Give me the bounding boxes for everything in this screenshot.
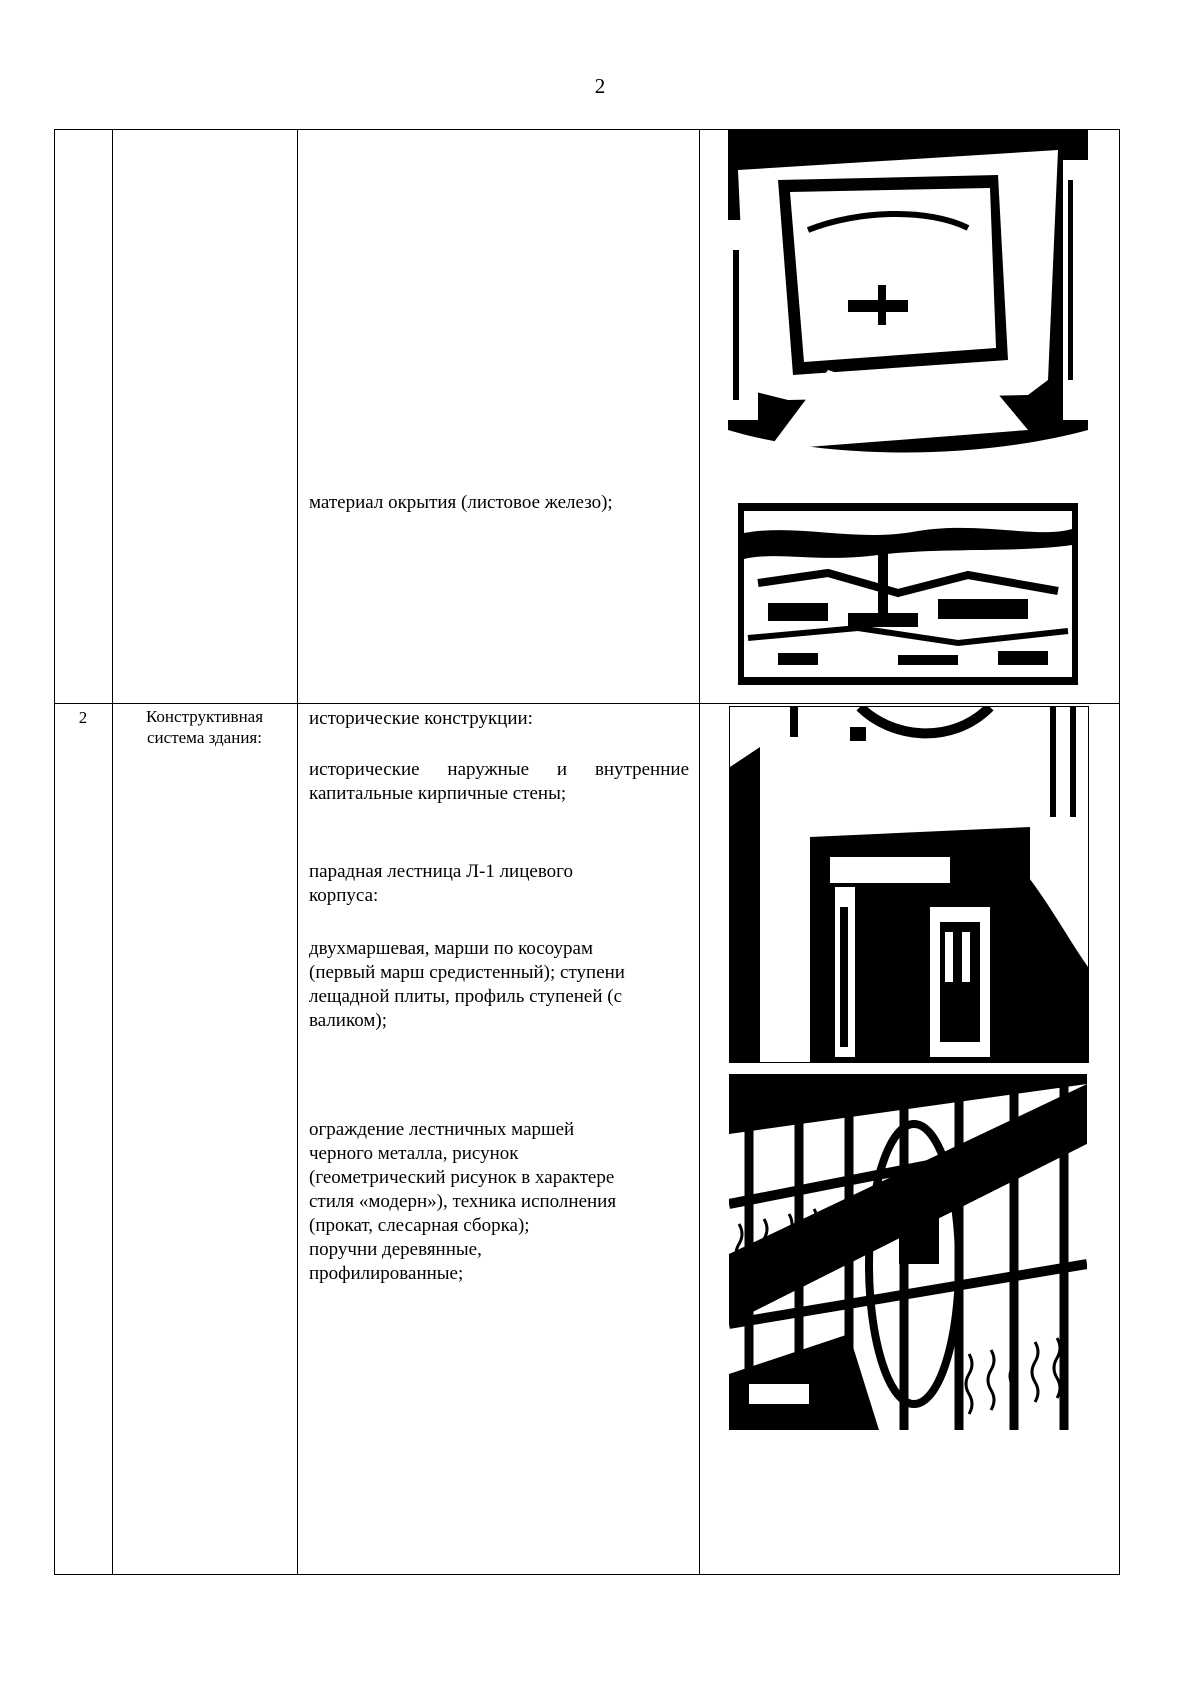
- photo-staircase-hall: [729, 706, 1089, 1063]
- description-text: материал окрытия (листовое железо);: [309, 492, 613, 513]
- description-text: парадная лестница Л-1 лицевого: [309, 861, 573, 882]
- page-number: 2: [594, 74, 606, 98]
- column-divider: [112, 129, 113, 1575]
- photo-stair-railing: [729, 1074, 1087, 1430]
- description-text: валиком);: [309, 1010, 388, 1031]
- table-right-border: [1119, 129, 1120, 1575]
- description-text: исторические наружные и внутренние: [309, 759, 689, 780]
- description-text: капитальные кирпичные стены;: [309, 783, 567, 804]
- photo-rooftops: [738, 503, 1078, 685]
- category-label: [112, 706, 297, 748]
- table-bottom-border: [54, 1574, 1120, 1575]
- table-left-border: [54, 129, 55, 1575]
- description-text: (прокат, слесарная сборка);: [309, 1215, 530, 1236]
- description-text: поручни деревянные,: [309, 1239, 482, 1260]
- description-text: стиля «модерн»), техника исполнения: [309, 1191, 617, 1212]
- description-text: лещадной плиты, профиль ступеней (с: [309, 986, 623, 1007]
- description-text: (первый марш средистенный); ступени: [309, 962, 625, 983]
- description-text: исторические конструкции:: [309, 708, 533, 729]
- row-number: 2: [78, 708, 88, 727]
- column-divider: [297, 129, 298, 1575]
- description-text: ограждение лестничных маршей: [309, 1119, 575, 1140]
- description-text: (геометрический рисунок в характере: [309, 1167, 615, 1188]
- column-divider: [699, 129, 700, 1575]
- photo-ceiling: [728, 130, 1088, 488]
- description-text: двухмаршевая, марши по косоурам: [309, 938, 593, 959]
- category-line: Конструктивная: [145, 707, 264, 726]
- category-line: система здания:: [147, 728, 262, 747]
- description-text: черного металла, рисунок: [309, 1143, 519, 1164]
- description-text: корпуса:: [309, 885, 379, 906]
- description-text: профилированные;: [309, 1263, 464, 1284]
- row-divider: [54, 703, 1120, 704]
